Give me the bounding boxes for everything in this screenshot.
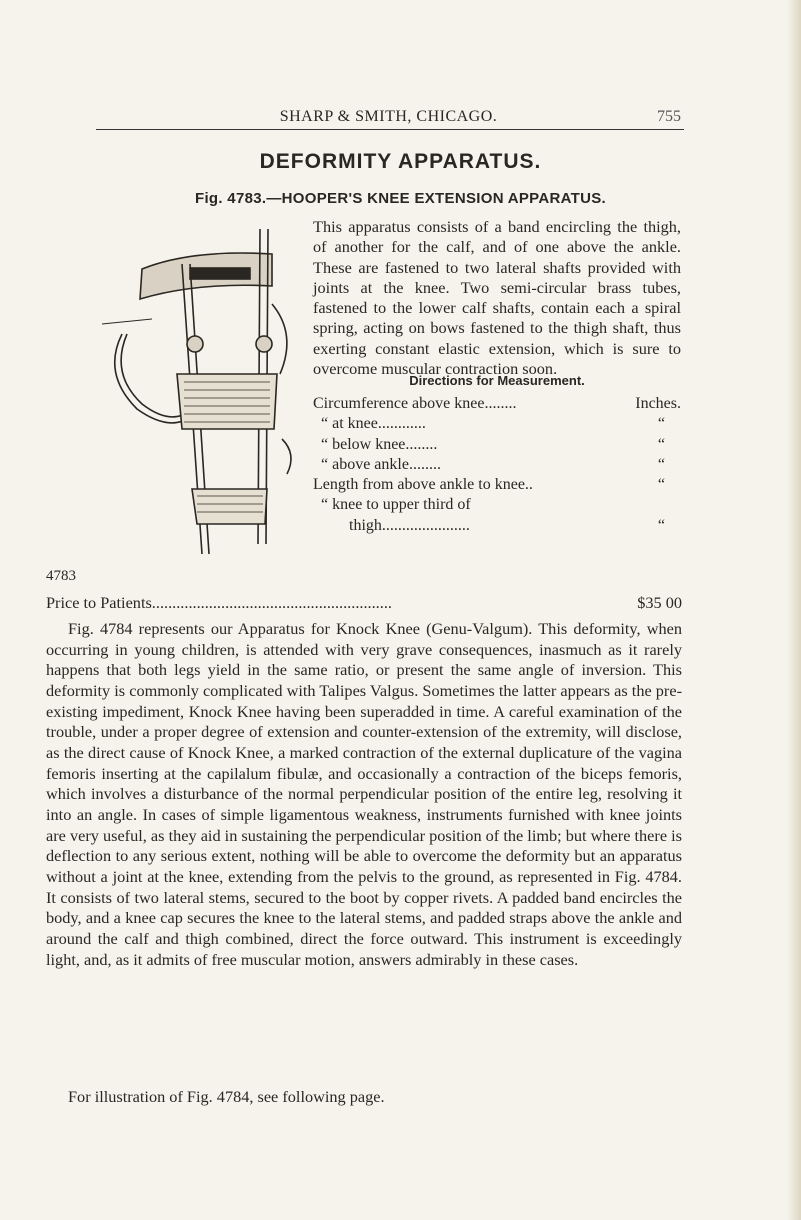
measurement-label: thigh...................... bbox=[349, 516, 470, 534]
measurement-row bbox=[313, 414, 681, 434]
running-title: SHARP & SMITH, CHICAGO. bbox=[279, 108, 498, 125]
measurement-row bbox=[313, 516, 681, 536]
measurement-label: “ knee to upper third of bbox=[321, 496, 471, 514]
price-line bbox=[46, 593, 682, 613]
price-amount: $35 00 bbox=[637, 593, 682, 612]
directions-title: Directions for Measurement. bbox=[409, 373, 585, 388]
measurement-list bbox=[313, 394, 681, 536]
measurement-label: Circumference above knee........ bbox=[313, 395, 517, 412]
body-paragraph: Fig. 4784 represents our Apparatus for Knock Knee (Genu-Valgum). This deformity, when occurring in young children, is attended with very grave consequences, inasmuch as it rarely happens that both legs yield in the same ratio, or present the same angle of inversion. This deformity is commonly complicated with Talipes Valgus. Sometimes the latter appears as the pre-existing impediment, Knock Knee having been superadded in time. A careful examination of the trouble, under a proper degree of extension and counter-extension of the extremity, will disclose, as the direct cause of Knock Knee, a marked contraction of the external duplicature of the vagina femoris inserting at the capilalum fibulæ, and occasionally a contraction of the biceps femoris, which involves a disturbance of the normal perpendicular position of the entire leg, resolving it into an angle. In cases of simple ligamentous weakness, instruments furnished with knee joints are very useful, as they aid in sustaining the perpendicular position of the limb; but where there is deflection to any serious extent, nothing will be able to overcome the deformity but an apparatus without a joint at the knee, extending from the pelvis to the ground, as represented in Fig. 4784. It consists of two lateral stems, secured to the boot by copper rivets. A padded band encircles the body, and a knee cap secures the knee to the lateral stems, and padded straps above the ankle and around the calf and thigh combined, direct the force outward. This instrument is exceedingly light, and, as it admits of free muscular motion, answers admirably in these cases. bbox=[46, 619, 682, 969]
figure-title: Fig. 4783.—HOOPER'S KNEE EXTENSION APPARATUS. bbox=[194, 190, 607, 207]
measurement-row bbox=[313, 495, 681, 515]
measurement-label: “ below knee........ bbox=[321, 435, 438, 453]
measurement-label: “ at knee............ bbox=[321, 415, 426, 433]
follow-note: For illustration of Fig. 4784, see following page. bbox=[68, 1087, 385, 1106]
section-title: DEFORMITY APPARATUS. bbox=[259, 150, 542, 173]
measurement-label: Length from above ankle to knee.. bbox=[313, 476, 533, 494]
measurement-row bbox=[313, 475, 681, 495]
running-header bbox=[96, 108, 681, 126]
knee-extension-apparatus-illustration bbox=[82, 224, 302, 564]
measurement-row bbox=[313, 435, 681, 455]
measurement-unit: “ bbox=[657, 435, 665, 453]
price-label: Price to Patients........................................................... bbox=[46, 593, 392, 612]
page-number: 755 bbox=[657, 108, 681, 125]
measurement-unit: Inches. bbox=[635, 395, 681, 412]
header-rule bbox=[96, 129, 684, 130]
measurement-label: “ above ankle........ bbox=[321, 455, 441, 473]
apparatus-description bbox=[313, 217, 681, 379]
measurement-unit: “ bbox=[657, 476, 665, 494]
page-edge-shadow bbox=[787, 0, 801, 1220]
figure-number: 4783 bbox=[46, 568, 76, 584]
measurement-row bbox=[313, 455, 681, 475]
measurement-unit: “ bbox=[657, 516, 665, 534]
body-text-block bbox=[46, 619, 682, 970]
measurement-unit: “ bbox=[657, 415, 665, 433]
measurement-row bbox=[313, 394, 681, 414]
measurement-unit: “ bbox=[657, 455, 665, 473]
description-text: This apparatus consists of a band encircling the thigh, of another for the calf, and of one above the ankle. These are fastened to two lateral shafts provided with joints at the knee. Two semi-circular brass tubes, fastened to the lower calf shafts, contain each a spiral spring, acting on bows fastened to the thigh shaft, thus exerting constant elastic extension, which is sure to overcome muscular contraction soon. bbox=[313, 217, 681, 379]
